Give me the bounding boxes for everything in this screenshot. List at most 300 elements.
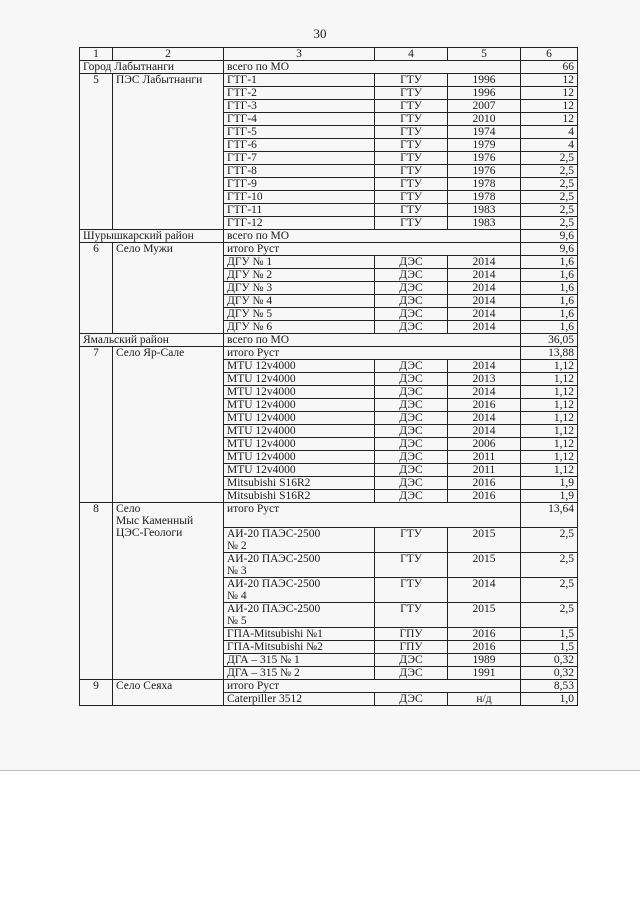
unit-name: Mitsubishi S16R2 <box>224 477 375 490</box>
row-number <box>80 425 113 438</box>
commission-year: 2014 <box>448 321 521 334</box>
table-row <box>80 373 578 386</box>
unit-power: 2,5 <box>521 552 578 577</box>
unit-power: 1,6 <box>521 308 578 321</box>
unit-power: 1,9 <box>521 477 578 490</box>
settlement-name <box>113 627 224 640</box>
settlement-name <box>113 269 224 282</box>
table-row <box>80 282 578 295</box>
table-row <box>80 653 578 666</box>
unit-power: 4 <box>521 126 578 139</box>
commission-year: 2014 <box>448 425 521 438</box>
unit-power: 1,12 <box>521 412 578 425</box>
unit-name: ДГА – 315 № 2 <box>224 666 375 679</box>
row-number <box>80 308 113 321</box>
settlement-name <box>113 308 224 321</box>
row-number <box>80 191 113 204</box>
unit-name: MTU 12v4000 <box>224 399 375 412</box>
unit-power: 0,32 <box>521 653 578 666</box>
unit-type: ДЭС <box>375 412 448 425</box>
subtotal-value: 9,6 <box>521 243 578 256</box>
settlement-name <box>113 152 224 165</box>
unit-power: 1,6 <box>521 321 578 334</box>
row-number <box>80 412 113 425</box>
unit-type: ГТУ <box>375 87 448 100</box>
unit-type: ГТУ <box>375 602 448 627</box>
settlement-name <box>113 282 224 295</box>
unit-power: 1,12 <box>521 373 578 386</box>
settlement-name <box>113 100 224 113</box>
unit-power: 2,5 <box>521 165 578 178</box>
row-number <box>80 113 113 126</box>
unit-name: ДГУ № 6 <box>224 321 375 334</box>
table-row <box>80 412 578 425</box>
row-number <box>80 640 113 653</box>
unit-name: АИ-20 ПАЭС-2500 № 5 <box>224 602 375 627</box>
table-row <box>80 527 578 552</box>
row-number <box>80 464 113 477</box>
commission-year: 1976 <box>448 152 521 165</box>
unit-type: ДЭС <box>375 360 448 373</box>
row-number <box>80 627 113 640</box>
unit-name: MTU 12v4000 <box>224 412 375 425</box>
unit-power: 12 <box>521 100 578 113</box>
header-cell: 4 <box>375 48 448 61</box>
table-body <box>80 61 578 706</box>
commission-year: 2014 <box>448 577 521 602</box>
unit-type: ГТУ <box>375 577 448 602</box>
settlement-name <box>113 178 224 191</box>
unit-power: 1,6 <box>521 282 578 295</box>
unit-name: MTU 12v4000 <box>224 438 375 451</box>
commission-year: 2014 <box>448 295 521 308</box>
unit-name: ГПА-Mitsubishi №2 <box>224 640 375 653</box>
unit-type: ДЭС <box>375 451 448 464</box>
table-row <box>80 178 578 191</box>
unit-type: ДЭС <box>375 692 448 705</box>
unit-name: ГТГ-2 <box>224 87 375 100</box>
settlement-name <box>113 666 224 679</box>
unit-type: ДЭС <box>375 308 448 321</box>
unit-type: ГТУ <box>375 139 448 152</box>
commission-year: 2010 <box>448 113 521 126</box>
unit-name: ГТГ-3 <box>224 100 375 113</box>
unit-power: 1,6 <box>521 269 578 282</box>
unit-type: ГТУ <box>375 152 448 165</box>
settlement-name: Село Яр-Сале <box>113 347 224 360</box>
unit-power: 2,5 <box>521 204 578 217</box>
unit-power: 1,6 <box>521 256 578 269</box>
subtotal-value: 8,53 <box>521 679 578 692</box>
region-row <box>80 334 578 347</box>
row-number <box>80 217 113 230</box>
unit-type: ДЭС <box>375 399 448 412</box>
row-number <box>80 204 113 217</box>
settlement-name <box>113 204 224 217</box>
table-row <box>80 126 578 139</box>
table-row <box>80 204 578 217</box>
row-number: 9 <box>80 679 113 692</box>
settlement-name <box>113 477 224 490</box>
settlement-name <box>113 87 224 100</box>
settlement-name <box>113 386 224 399</box>
unit-power: 1,5 <box>521 640 578 653</box>
row-number <box>80 451 113 464</box>
region-total: 66 <box>521 61 578 74</box>
settlement-name: Село Мыс Каменный <box>113 503 224 528</box>
subtotal-row <box>80 679 578 692</box>
settlement-name <box>113 602 224 627</box>
table-row <box>80 451 578 464</box>
table-row <box>80 490 578 503</box>
table-row <box>80 74 578 87</box>
table-row <box>80 360 578 373</box>
row-number <box>80 577 113 602</box>
region-name: Шурышкарский район <box>80 230 224 243</box>
unit-power: 1,5 <box>521 627 578 640</box>
commission-year: 2015 <box>448 527 521 552</box>
unit-type: ГТУ <box>375 527 448 552</box>
commission-year: 2016 <box>448 490 521 503</box>
commission-year: 2014 <box>448 308 521 321</box>
unit-name: MTU 12v4000 <box>224 451 375 464</box>
row-number <box>80 282 113 295</box>
settlement-name <box>113 373 224 386</box>
commission-year: 2015 <box>448 602 521 627</box>
unit-type: ДЭС <box>375 490 448 503</box>
table-row <box>80 577 578 602</box>
header-cell: 1 <box>80 48 113 61</box>
unit-type: ГТУ <box>375 217 448 230</box>
unit-name: MTU 12v4000 <box>224 425 375 438</box>
table-row <box>80 100 578 113</box>
unit-name: ДГУ № 4 <box>224 295 375 308</box>
commission-year: 2013 <box>448 373 521 386</box>
unit-name: MTU 12v4000 <box>224 373 375 386</box>
unit-type: ГПУ <box>375 640 448 653</box>
settlement-name <box>113 464 224 477</box>
commission-year: 2016 <box>448 640 521 653</box>
settlement-name <box>113 295 224 308</box>
subtotal-row <box>80 243 578 256</box>
commission-year: 2014 <box>448 360 521 373</box>
unit-name: ГТГ-11 <box>224 204 375 217</box>
settlement-name: ПЭС Лабытнанги <box>113 74 224 87</box>
unit-power: 2,5 <box>521 152 578 165</box>
unit-power: 1,12 <box>521 399 578 412</box>
region-label: всего по МО <box>224 334 521 347</box>
unit-type: ГТУ <box>375 126 448 139</box>
commission-year: 2016 <box>448 477 521 490</box>
row-number <box>80 269 113 282</box>
settlement-name <box>113 451 224 464</box>
region-name: Город Лабытнанги <box>80 61 224 74</box>
header-cell: 3 <box>224 48 375 61</box>
unit-power: 1,12 <box>521 464 578 477</box>
commission-year: 2011 <box>448 451 521 464</box>
unit-power: 1,12 <box>521 425 578 438</box>
unit-name: ДГУ № 5 <box>224 308 375 321</box>
settlement-name <box>113 165 224 178</box>
table-row <box>80 438 578 451</box>
scan-edge <box>0 770 640 771</box>
row-number <box>80 360 113 373</box>
row-number <box>80 373 113 386</box>
unit-power: 1,0 <box>521 692 578 705</box>
row-number: 7 <box>80 347 113 360</box>
table-row <box>80 552 578 577</box>
settlement-name <box>113 692 224 705</box>
unit-type: ДЭС <box>375 477 448 490</box>
commission-year: 2016 <box>448 627 521 640</box>
unit-type: ГПУ <box>375 627 448 640</box>
table-row <box>80 87 578 100</box>
unit-type: ГТУ <box>375 113 448 126</box>
commission-year: 2014 <box>448 256 521 269</box>
settlement-name <box>113 438 224 451</box>
row-number <box>80 399 113 412</box>
commission-year: 1978 <box>448 191 521 204</box>
subtotal-label: итого Руст <box>224 503 521 528</box>
unit-name: ДГУ № 3 <box>224 282 375 295</box>
row-number <box>80 490 113 503</box>
table-row <box>80 627 578 640</box>
unit-name: Caterpiller 3512 <box>224 692 375 705</box>
commission-year: 1974 <box>448 126 521 139</box>
settlement-name <box>113 113 224 126</box>
region-label: всего по МО <box>224 61 521 74</box>
unit-power: 2,5 <box>521 577 578 602</box>
unit-type: ДЭС <box>375 666 448 679</box>
unit-power: 1,12 <box>521 451 578 464</box>
unit-type: ДЭС <box>375 282 448 295</box>
settlement-name: Село Сеяха <box>113 679 224 692</box>
unit-power: 1,12 <box>521 438 578 451</box>
settlement-name <box>113 191 224 204</box>
unit-type: ДЭС <box>375 425 448 438</box>
unit-name: MTU 12v4000 <box>224 360 375 373</box>
commission-year: 2006 <box>448 438 521 451</box>
unit-type: ГТУ <box>375 165 448 178</box>
row-number <box>80 165 113 178</box>
unit-power: 1,12 <box>521 360 578 373</box>
subtotal-value: 13,88 <box>521 347 578 360</box>
unit-type: ДЭС <box>375 653 448 666</box>
unit-power: 12 <box>521 113 578 126</box>
table-row <box>80 308 578 321</box>
row-number <box>80 152 113 165</box>
table-row <box>80 399 578 412</box>
unit-name: ДГА – 315 № 1 <box>224 653 375 666</box>
table-row <box>80 477 578 490</box>
row-number <box>80 87 113 100</box>
commission-year: 2014 <box>448 412 521 425</box>
unit-type: ГТУ <box>375 191 448 204</box>
unit-name: ГТГ-10 <box>224 191 375 204</box>
region-row <box>80 61 578 74</box>
commission-year: 1983 <box>448 204 521 217</box>
commission-year: 1989 <box>448 653 521 666</box>
unit-power: 2,5 <box>521 527 578 552</box>
unit-name: ДГУ № 1 <box>224 256 375 269</box>
row-number <box>80 256 113 269</box>
unit-type: ДЭС <box>375 464 448 477</box>
unit-type: ДЭС <box>375 438 448 451</box>
commission-year: 1979 <box>448 139 521 152</box>
settlement-name <box>113 139 224 152</box>
row-number <box>80 477 113 490</box>
commission-year: 2011 <box>448 464 521 477</box>
table-header-row <box>80 48 578 61</box>
table-row <box>80 139 578 152</box>
settlement-name <box>113 412 224 425</box>
settlement-name <box>113 360 224 373</box>
header-cell: 5 <box>448 48 521 61</box>
commission-year: 2015 <box>448 552 521 577</box>
unit-type: ДЭС <box>375 321 448 334</box>
unit-power: 12 <box>521 74 578 87</box>
unit-type: ДЭС <box>375 386 448 399</box>
row-number <box>80 692 113 705</box>
settlement-name <box>113 321 224 334</box>
region-total: 36,05 <box>521 334 578 347</box>
commission-year: 2014 <box>448 269 521 282</box>
table-row <box>80 640 578 653</box>
commission-year: 1991 <box>448 666 521 679</box>
unit-power: 2,5 <box>521 602 578 627</box>
table-row <box>80 425 578 438</box>
power-plant-table <box>79 47 578 706</box>
subtotal-value: 13,64 <box>521 503 578 528</box>
commission-year: 1983 <box>448 217 521 230</box>
row-number <box>80 438 113 451</box>
settlement-name <box>113 577 224 602</box>
row-number <box>80 139 113 152</box>
unit-name: ГТГ-6 <box>224 139 375 152</box>
table-row <box>80 464 578 477</box>
commission-year: 1996 <box>448 74 521 87</box>
region-name: Ямальский район <box>80 334 224 347</box>
unit-name: ГТГ-4 <box>224 113 375 126</box>
unit-type: ГТУ <box>375 178 448 191</box>
commission-year: 2016 <box>448 399 521 412</box>
row-number: 6 <box>80 243 113 256</box>
row-number <box>80 178 113 191</box>
subtotal-row <box>80 347 578 360</box>
settlement-name <box>113 653 224 666</box>
unit-power: 0,32 <box>521 666 578 679</box>
commission-year: н/д <box>448 692 521 705</box>
table-row <box>80 321 578 334</box>
table-row <box>80 666 578 679</box>
unit-name: Mitsubishi S16R2 <box>224 490 375 503</box>
unit-type: ГТУ <box>375 100 448 113</box>
unit-type: ДЭС <box>375 256 448 269</box>
settlement-name <box>113 425 224 438</box>
row-number <box>80 321 113 334</box>
unit-name: ГТГ-1 <box>224 74 375 87</box>
table-row <box>80 602 578 627</box>
table-row <box>80 692 578 705</box>
unit-name: ГТГ-8 <box>224 165 375 178</box>
settlement-name <box>113 217 224 230</box>
settlement-name <box>113 490 224 503</box>
unit-name: ГПА-Mitsubishi №1 <box>224 627 375 640</box>
unit-power: 2,5 <box>521 178 578 191</box>
unit-type: ДЭС <box>375 373 448 386</box>
header-cell: 6 <box>521 48 578 61</box>
settlement-name: Село Мужи <box>113 243 224 256</box>
subtotal-row <box>80 503 578 528</box>
unit-name: ГТГ-9 <box>224 178 375 191</box>
unit-name: АИ-20 ПАЭС-2500 № 2 <box>224 527 375 552</box>
unit-name: АИ-20 ПАЭС-2500 № 3 <box>224 552 375 577</box>
region-label: всего по МО <box>224 230 521 243</box>
subtotal-label: итого Руст <box>224 679 521 692</box>
unit-name: АИ-20 ПАЭС-2500 № 4 <box>224 577 375 602</box>
row-number <box>80 666 113 679</box>
unit-power: 1,12 <box>521 386 578 399</box>
table-row <box>80 113 578 126</box>
settlement-name <box>113 256 224 269</box>
unit-power: 4 <box>521 139 578 152</box>
row-number <box>80 100 113 113</box>
unit-power: 12 <box>521 87 578 100</box>
page-number: 30 <box>313 26 327 41</box>
unit-type: ГТУ <box>375 74 448 87</box>
row-number: 5 <box>80 74 113 87</box>
table-row <box>80 152 578 165</box>
row-number <box>80 527 113 552</box>
settlement-name <box>113 126 224 139</box>
table-row <box>80 386 578 399</box>
unit-power: 2,5 <box>521 191 578 204</box>
row-number <box>80 602 113 627</box>
settlement-name <box>113 399 224 412</box>
row-number: 8 <box>80 503 113 528</box>
table-row <box>80 256 578 269</box>
settlement-name: ЦЭС-Геологи <box>113 527 224 552</box>
table-row <box>80 217 578 230</box>
subtotal-label: итого Руст <box>224 347 521 360</box>
unit-name: MTU 12v4000 <box>224 386 375 399</box>
settlement-name <box>113 552 224 577</box>
settlement-name <box>113 640 224 653</box>
table-row <box>80 269 578 282</box>
region-total: 9,6 <box>521 230 578 243</box>
unit-power: 1,6 <box>521 295 578 308</box>
unit-type: ДЭС <box>375 269 448 282</box>
table-row <box>80 165 578 178</box>
commission-year: 2007 <box>448 100 521 113</box>
unit-name: ДГУ № 2 <box>224 269 375 282</box>
table-row <box>80 191 578 204</box>
table-row <box>80 295 578 308</box>
unit-power: 1,9 <box>521 490 578 503</box>
row-number <box>80 653 113 666</box>
row-number <box>80 295 113 308</box>
commission-year: 1976 <box>448 165 521 178</box>
unit-name: MTU 12v4000 <box>224 464 375 477</box>
unit-name: ГТГ-5 <box>224 126 375 139</box>
commission-year: 2014 <box>448 282 521 295</box>
commission-year: 1978 <box>448 178 521 191</box>
unit-power: 2,5 <box>521 217 578 230</box>
subtotal-label: итого Руст <box>224 243 521 256</box>
header-cell: 2 <box>113 48 224 61</box>
row-number <box>80 386 113 399</box>
commission-year: 1996 <box>448 87 521 100</box>
